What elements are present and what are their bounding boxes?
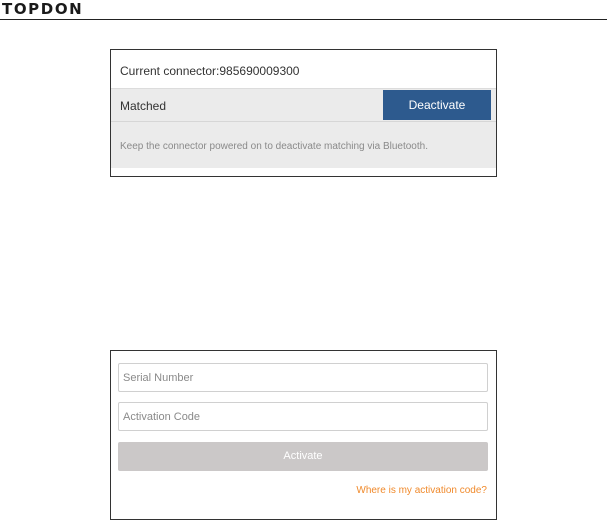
current-connector-label: Current connector:985690009300	[120, 64, 300, 78]
hint-row	[111, 122, 496, 168]
match-status-row	[111, 89, 496, 122]
match-status-text: Matched	[120, 99, 167, 113]
connector-row	[111, 50, 496, 89]
deactivate-matching-button[interactable]: Deactivate	[383, 90, 491, 120]
activation-code-help-link[interactable]: Where is my activation code?	[356, 485, 487, 496]
activation-panel	[110, 350, 497, 520]
activation-code-input[interactable]	[118, 402, 488, 431]
brand-logo	[2, 0, 83, 18]
brand-name: TOPDON	[2, 0, 84, 18]
header-divider	[0, 19, 607, 20]
serial-number-input[interactable]	[118, 363, 488, 392]
activate-button[interactable]: Activate	[118, 442, 488, 471]
deactivate-hint-text: Keep the connector powered on to deactivate matching via Bluetooth.	[120, 141, 428, 152]
connector-panel	[110, 49, 497, 177]
